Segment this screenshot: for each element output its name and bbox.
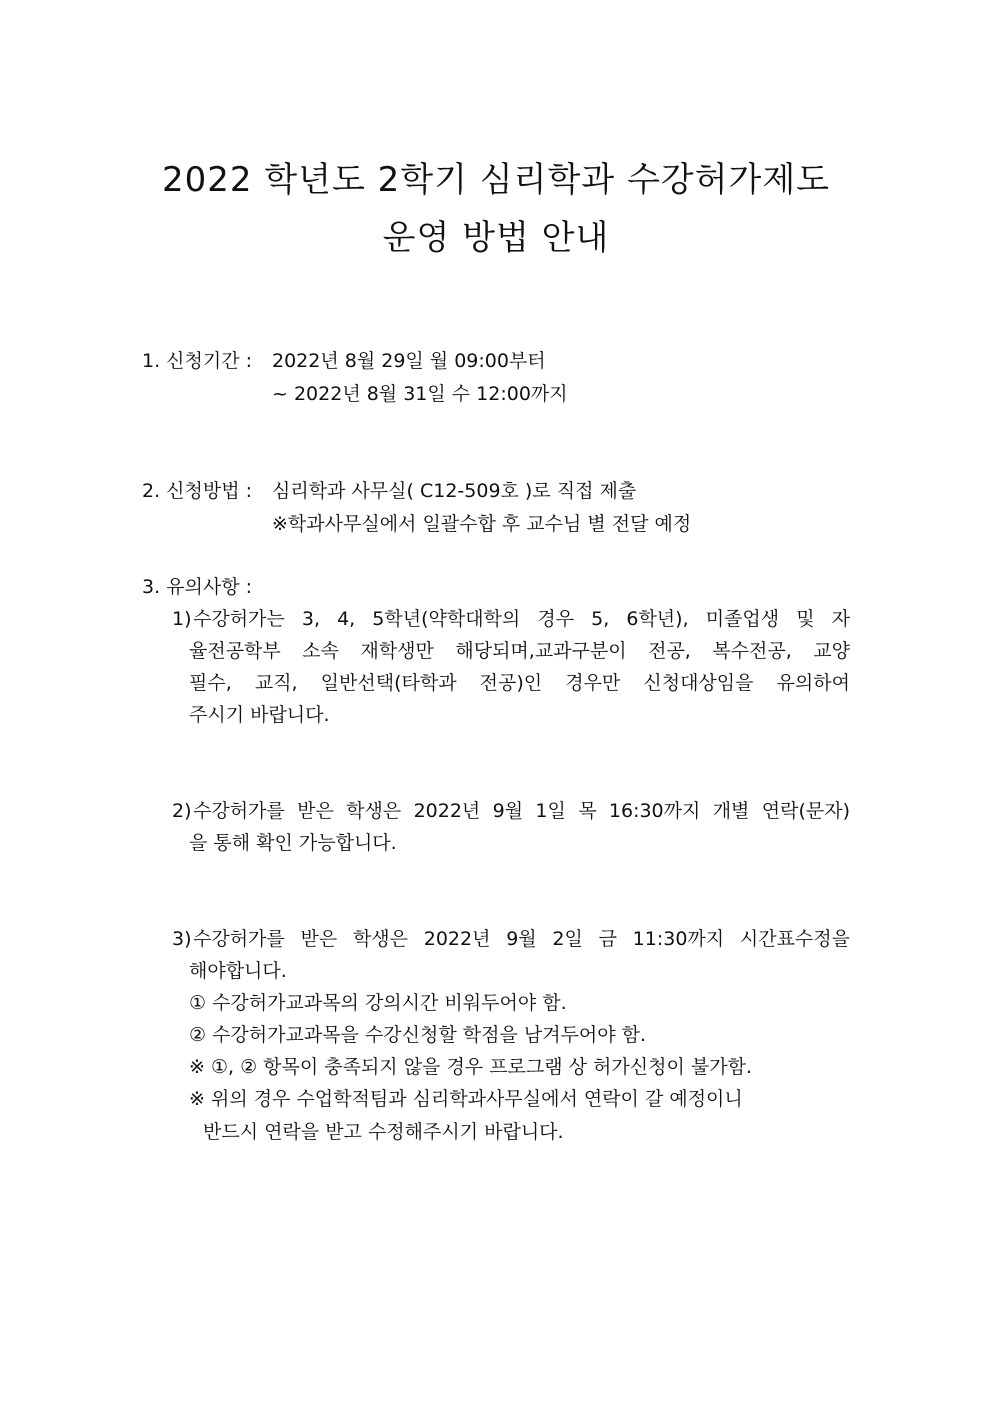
note-item-2-line-2: 을 통해 확인 가능합니다. (189, 832, 397, 854)
application-method: 심리학과 사무실( C12-509호 )로 직접 제출 (272, 480, 637, 502)
note-item-1-line-3: 필수, 교직, 일반선택(타학과 전공)인 경우만 신청대상임을 유의하여 (189, 672, 850, 694)
note-item-3-sub-2: ② 수강허가교과목을 수강신청할 학점을 남겨두어야 함. (189, 1024, 647, 1046)
note-item-1-number: 1) (172, 608, 192, 630)
note-item-2-line-1: 수강허가를 받은 학생은 2022년 9월 1일 목 16:30까지 개별 연락(문자) (193, 800, 850, 822)
note-item-3-sub-1: ① 수강허가교과목의 강의시간 비워두어야 함. (189, 992, 567, 1014)
note-item-3-number: 3) (172, 928, 192, 950)
note-item-1-line-1: 수강허가는 3, 4, 5학년(약학대학의 경우 5, 6학년), 미졸업생 및 자 (193, 608, 850, 630)
document-title-line-1: 2022 학년도 2학기 심리학과 수강허가제도 (161, 160, 831, 200)
note-item-1-line-2: 율전공학부 소속 재학생만 해당되며,교과구분이 전공, 복수전공, 교양 (189, 640, 850, 662)
section-2-label: 2. 신청방법 : (142, 480, 253, 502)
note-item-3-warning-1: ※ ①, ② 항목이 충족되지 않을 경우 프로그램 상 허가신청이 불가함. (189, 1056, 752, 1078)
note-item-2-number: 2) (172, 800, 192, 822)
note-item-3-warning-2-line-1: ※ 위의 경우 수업학적팀과 심리학과사무실에서 연락이 갈 예정이니 (189, 1088, 743, 1110)
period-end: ~ 2022년 8월 31일 수 12:00까지 (272, 383, 568, 405)
period-start: 2022년 8월 29일 월 09:00부터 (272, 350, 546, 372)
note-item-3-warning-2-line-2: 반드시 연락을 받고 수정해주시기 바랍니다. (203, 1121, 564, 1143)
note-item-3-line-1: 수강허가를 받은 학생은 2022년 9월 2일 금 11:30까지 시간표수정을 (193, 928, 850, 950)
document-title-line-2: 운영 방법 안내 (382, 218, 610, 258)
application-method-note: ※학과사무실에서 일괄수합 후 교수님 별 전달 예정 (272, 513, 692, 535)
note-item-3-line-2: 해야합니다. (189, 960, 287, 982)
section-1-label: 1. 신청기간 : (142, 350, 253, 372)
note-item-1-line-4: 주시기 바랍니다. (189, 704, 330, 726)
section-3-label: 3. 유의사항 : (142, 576, 253, 598)
